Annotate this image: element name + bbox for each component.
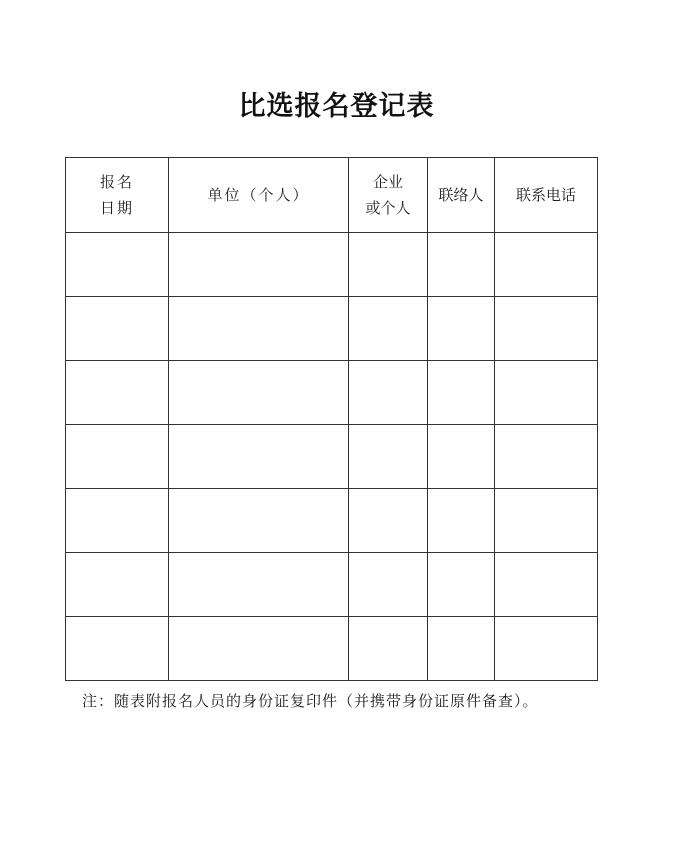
header-contact-person-label: 联络人 [438,186,484,204]
phone-cell[interactable] [495,553,598,617]
unit-cell[interactable] [169,233,349,297]
contact-cell[interactable] [428,489,495,553]
header-enterprise-line-1: 企业 [372,173,403,191]
header-registration-date-line-1: 报名 [99,173,134,191]
header-enterprise-or-individual [349,158,428,233]
unit-cell[interactable] [169,553,349,617]
date-cell[interactable] [66,553,169,617]
table-row [66,489,598,553]
header-registration-date-line-2: 日期 [99,199,134,217]
unit-cell[interactable] [169,617,349,681]
header-contact-person [428,158,495,233]
table-body [66,233,598,681]
unit-cell[interactable] [169,489,349,553]
date-cell[interactable] [66,233,169,297]
contact-cell[interactable] [428,233,495,297]
phone-cell[interactable] [495,425,598,489]
contact-cell[interactable] [428,425,495,489]
document-title: 比选报名登记表 [238,91,435,122]
footnote: 注：随表附报名人员的身份证复印件（并携带身份证原件备查）。 [82,692,539,710]
header-unit [169,158,349,233]
table-row [66,617,598,681]
type-cell[interactable] [349,233,428,297]
table-row [66,553,598,617]
table-row [66,425,598,489]
contact-cell[interactable] [428,297,495,361]
type-cell[interactable] [349,425,428,489]
date-cell[interactable] [66,489,169,553]
type-cell[interactable] [349,361,428,425]
type-cell[interactable] [349,553,428,617]
date-cell[interactable] [66,617,169,681]
contact-cell[interactable] [428,361,495,425]
type-cell[interactable] [349,617,428,681]
unit-cell[interactable] [169,361,349,425]
phone-cell[interactable] [495,617,598,681]
unit-cell[interactable] [169,297,349,361]
phone-cell[interactable] [495,361,598,425]
registration-table [65,157,598,681]
date-cell[interactable] [66,425,169,489]
contact-cell[interactable] [428,617,495,681]
table-row [66,297,598,361]
table-row [66,233,598,297]
header-registration-date [66,158,169,233]
header-contact-phone-label: 联系电话 [515,186,576,204]
unit-cell[interactable] [169,425,349,489]
type-cell[interactable] [349,297,428,361]
table-row [66,361,598,425]
date-cell[interactable] [66,297,169,361]
date-cell[interactable] [66,361,169,425]
contact-cell[interactable] [428,553,495,617]
header-unit-label: 单位（个人） [207,186,310,204]
type-cell[interactable] [349,489,428,553]
phone-cell[interactable] [495,489,598,553]
phone-cell[interactable] [495,297,598,361]
phone-cell[interactable] [495,233,598,297]
table-header-row [66,158,598,233]
header-enterprise-line-2: 或个人 [365,199,411,217]
header-contact-phone [495,158,598,233]
